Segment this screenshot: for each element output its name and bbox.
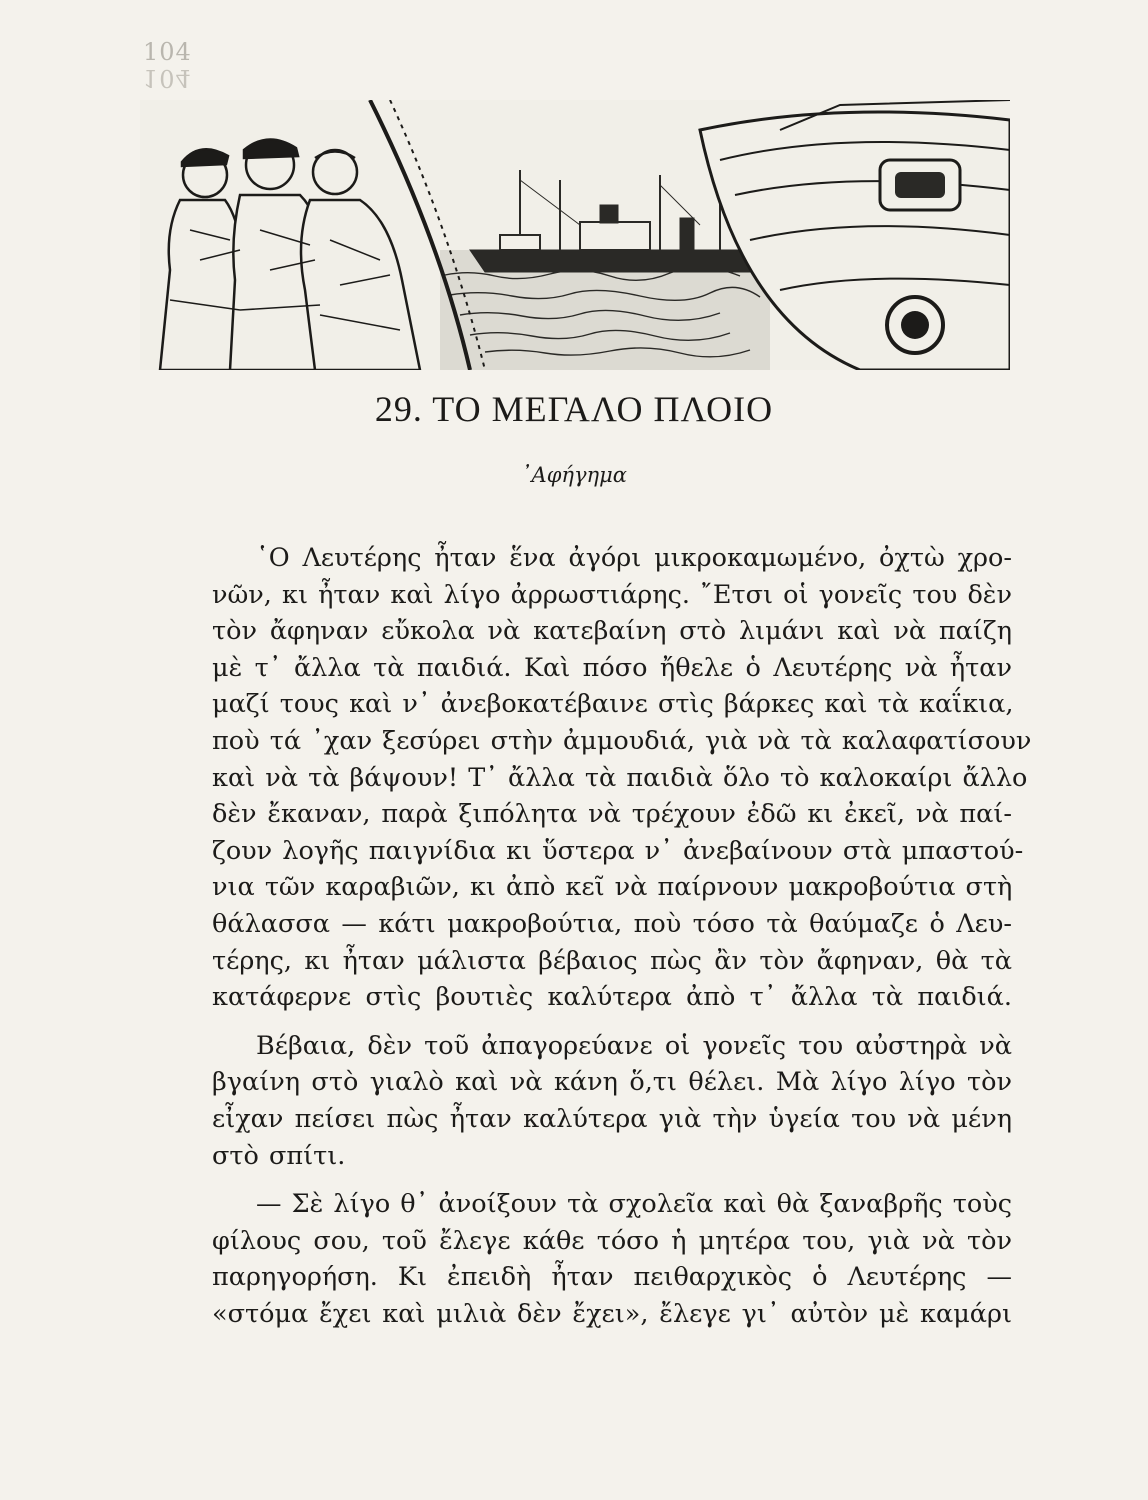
- text-line: εἶχαν πείσει πὼς ἦταν καλύτερα γιὰ τὴν ὑγεία του νὰ μένη: [212, 1103, 1012, 1134]
- text-line: παρηγορήση. Κι ἐπειδὴ ἦταν πειθαρχικὸς ὁ Λευτέρης —: [212, 1262, 1012, 1293]
- text-line: νια τῶν καραβιῶν, κι ἀπὸ κεῖ νὰ παίρνουν μακροβούτια στὴ: [212, 872, 1013, 903]
- text-line: κατάφερνε στὶς βουτιὲς καλύτερα ἀπὸ τ᾿ ἄλλα τὰ παιδιά.: [212, 982, 1012, 1013]
- harbor-ship-sailors-engraving-icon: [140, 100, 1010, 370]
- text-line: νῶν, κι ἦταν καὶ λίγο ἀρρωστιάρης. ῎Ετσι οἱ γονεῖς του δὲν: [212, 579, 1012, 610]
- paragraph: [212, 540, 1032, 1016]
- page-number: 104: [143, 38, 192, 66]
- text-line: βγαίνη στὸ γιαλὸ καὶ νὰ κάνη ὅ,τι θέλει. Μὰ λίγο λίγο τὸν: [212, 1067, 1012, 1098]
- text-line: θάλασσα — κάτι μακροβούτια, ποὺ τόσο τὰ θαύμαζε ὁ Λευ-: [212, 908, 1012, 939]
- text-line: τέρης, κι ἦταν μάλιστα βέβαιος πὼς ἂν τὸν ἄφηναν, θὰ τὰ: [212, 945, 1012, 976]
- text-line: Βέβαια, δὲν τοῦ ἀπαγορεύανε οἱ γονεῖς του αὐστηρὰ νὰ: [256, 1030, 1012, 1061]
- page-number-bleedthrough: 104: [143, 64, 192, 92]
- chapter-title: 29. ΤΟ ΜΕΓΑΛΟ ΠΛΟΙΟ: [374, 389, 774, 429]
- text-line: ποὺ τά ᾿χαν ξεσύρει στὴν ἀμμουδιά, γιὰ νὰ τὰ καλαφατίσουν: [212, 725, 1032, 756]
- text-line: «στόμα ἔχει καὶ μιλιὰ δὲν ἔχει», ἔλεγε γι᾿ αὐτὸν μὲ καμάρι: [212, 1298, 1012, 1329]
- text-line: μὲ τ᾿ ἄλλα τὰ παιδιά. Καὶ πόσο ἤθελε ὁ Λευτέρης νὰ ἦταν: [212, 652, 1012, 683]
- text-line: φίλους σου, τοῦ ἔλεγε κάθε τόσο ἡ μητέρα του, γιὰ νὰ τὸν: [212, 1225, 1012, 1256]
- text-line: καὶ νὰ τὰ βάψουν! Τ᾿ ἄλλα τὰ παιδιὰ ὅλο τὸ καλοκαίρι ἄλλο: [212, 762, 1028, 793]
- text-line: τὸν ἄφηναν εὔκολα νὰ κατεβαίνη στὸ λιμάνι καὶ νὰ παίζη: [212, 616, 1012, 647]
- text-line: δὲν ἔκαναν, παρὰ ξιπόλητα νὰ τρέχουν ἐδῶ κι ἐκεῖ, νὰ παί-: [212, 799, 1012, 830]
- paragraph: [212, 1028, 1012, 1174]
- text-line: — Σὲ λίγο θ᾿ ἀνοίξουν τὰ σχολεῖα καὶ θὰ ξαναβρῆς τοὺς: [256, 1189, 1012, 1220]
- text-line: στὸ σπίτι.: [212, 1140, 346, 1171]
- text-line: μαζί τους καὶ ν᾿ ἀνεβοκατέβαινε στὶς βάρκες καὶ τὰ καΐκια,: [212, 689, 1014, 720]
- paragraph: [212, 1186, 1012, 1332]
- text-line: ῾Ο Λευτέρης ἦταν ἕνα ἀγόρι μικροκαμωμένο, ὀχτὼ χρο-: [256, 543, 1012, 573]
- text-line: ζουν λογῆς παιγνίδια κι ὕστερα ν᾿ ἀνεβαίνουν στὰ μπαστού-: [212, 835, 1024, 866]
- chapter-subtitle: ᾿Αφήγημα: [521, 463, 627, 487]
- story-text: [212, 540, 1032, 1332]
